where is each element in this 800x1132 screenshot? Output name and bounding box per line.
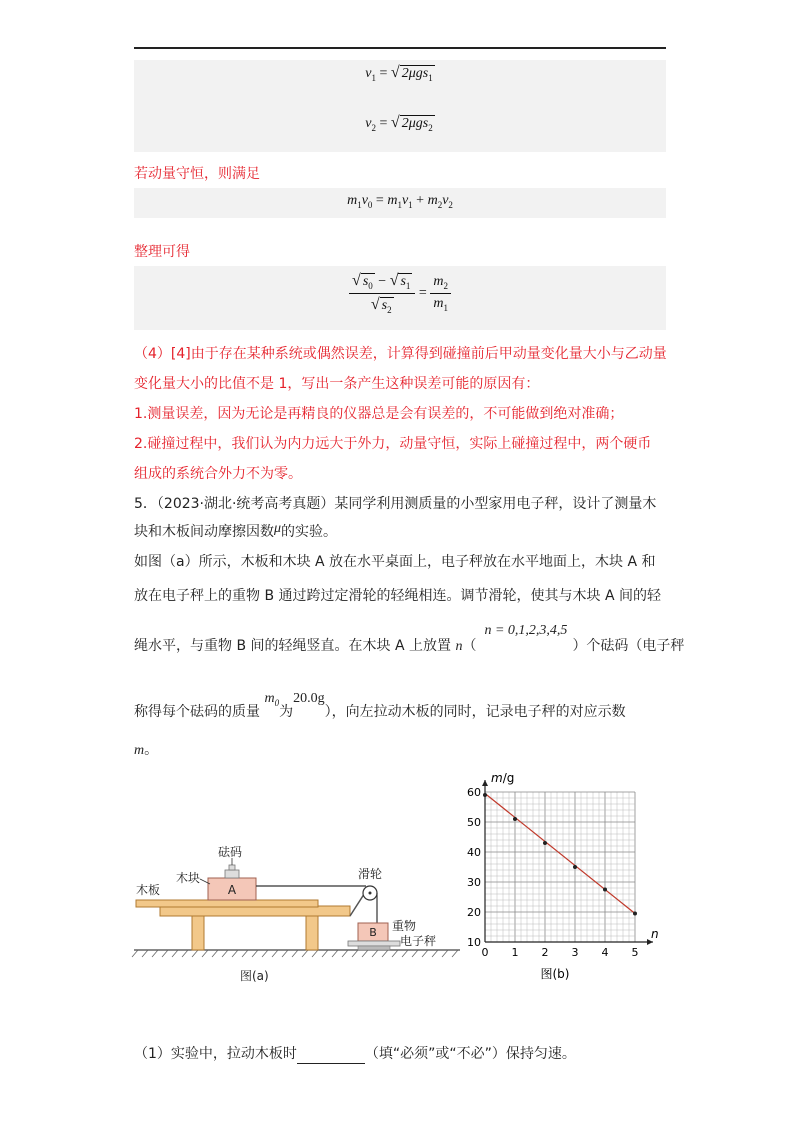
weight-stack — [225, 870, 239, 878]
x-tick-label: 1 — [511, 946, 519, 959]
y-axis-label-symbol: m — [491, 771, 503, 785]
y-tick-label: 20 — [467, 906, 481, 919]
y-axis-label — [491, 771, 514, 785]
y-tick-label: 60 — [467, 786, 481, 799]
x-tick-label: 4 — [601, 946, 609, 959]
ground-hatching — [132, 950, 458, 957]
question5-line2: 块和木板间动摩擦因数μ的实验。 — [134, 521, 338, 540]
x-tick-label: 2 — [541, 946, 549, 959]
equation-ratio: $\frac{√ s_0 - √ s_1}{√ s_2}$ = $\frac{m_2}{m_1}$ — [134, 272, 666, 315]
label-weights: 砝码 — [218, 845, 243, 859]
figure-a-caption: 图(a) — [240, 969, 269, 983]
ratio-right-fraction: $\frac{m_2}{m_1}$ — [430, 274, 451, 313]
y-tick-label: 30 — [467, 876, 481, 889]
y-tick-label: 10 — [467, 936, 481, 949]
weight-knob — [229, 865, 235, 870]
pulley-axle — [369, 892, 372, 895]
chart-marks — [483, 793, 637, 916]
x-axis-label: n — [651, 927, 659, 941]
ratio-left-fraction: $\frac{√ s_0 - √ s_1}{√ s_2}$ — [349, 272, 415, 315]
chart-grid — [485, 792, 635, 942]
chart-axes — [482, 780, 653, 945]
reason-1: 1.测量误差，因为无论是再精良的仪器总是会有误差的，不可能做到绝对准确； — [134, 406, 624, 422]
equation-box-ratio — [134, 266, 666, 330]
question5-line1: 5．（2023·湖北·统考高考真题）某同学利用测质量的小型家用电子秤，设计了测量木 — [134, 496, 657, 512]
arrange-text: 整理可得 — [134, 244, 190, 260]
label-board: 木板 — [136, 883, 161, 897]
data-point — [633, 912, 637, 916]
x-tick-label: 3 — [571, 946, 579, 959]
equation-v2: $v_2$ = √ 2μgs$_2$ — [365, 114, 433, 133]
figure-a-apparatus — [130, 830, 470, 990]
block-b-letter: B — [369, 926, 377, 939]
part4-line1: （4）[4]由于存在某种系统或偶然误差，计算得到碰撞前后甲动量变化量大小与乙动量 — [134, 346, 667, 362]
question5-line6: 称得每个砝码的质量 $m_0$为20.0g），向左拉动木板的同时，记录电子秤的对应示数 — [134, 691, 626, 720]
equation-box-velocities — [134, 60, 666, 152]
question1: （1）实验中，拉动木板时 （填“必须”或“不必”）保持匀速。 — [134, 1046, 576, 1062]
figure-b-chart — [455, 770, 675, 990]
question5-line5: 绳水平，与重物 B 间的轻绳竖直。在木块 A 上放置 n（n = 0,1,2,3,4,5）个砝码（电子秤 — [134, 623, 685, 654]
electronic-scale — [348, 941, 400, 946]
label-heavy: 重物 — [392, 919, 417, 933]
y-axis-arrow — [482, 780, 488, 786]
conserve-text: 若动量守恒，则满足 — [134, 166, 260, 182]
reason-2-line2: 组成的系统合外力不为零。 — [134, 466, 302, 482]
data-point — [573, 865, 577, 869]
label-scale: 电子秤 — [400, 934, 437, 948]
data-point — [483, 793, 487, 797]
chart-ticks — [467, 786, 639, 959]
equation-momentum: $m_1v_0 = m_1v_1 + m_2v_2$ — [347, 193, 453, 210]
part4-line2: 变化量大小的比值不是 1，写出一条产生这种误差可能的原因有： — [134, 376, 540, 392]
table-leg-right — [306, 916, 318, 950]
data-point — [543, 841, 547, 845]
question5-line7: m。 — [134, 742, 159, 758]
fit-line — [485, 794, 635, 914]
data-point — [513, 817, 517, 821]
figure-b-caption: 图(b) — [540, 967, 570, 981]
x-tick-label: 5 — [631, 946, 639, 959]
question5-line3: 如图（a）所示，木板和木块 A 放在水平桌面上，电子秤放在水平地面上，木块 A 和 — [134, 554, 656, 570]
electronic-scale-base — [358, 946, 390, 950]
wooden-board — [136, 900, 318, 907]
equation-v1: $v_1$ = √ 2μgs$_1$ — [365, 64, 433, 83]
reason-2-line1: 2.碰撞过程中，我们认为内力远大于外力，动量守恒，实际上碰撞过程中，两个硬币 — [134, 436, 652, 452]
y-tick-label: 50 — [467, 816, 481, 829]
y-axis-label-unit: /g — [502, 771, 515, 785]
x-tick-label: 0 — [481, 946, 489, 959]
question5-line4: 放在电子秤上的重物 B 通过跨过定滑轮的轻绳相连。调节滑轮，使其与木块 A 间的轻 — [134, 588, 661, 604]
block-a-letter: A — [227, 883, 237, 897]
label-block: 木块 — [176, 871, 201, 885]
header-rule — [134, 47, 666, 49]
equation-box-momentum — [134, 188, 666, 218]
label-pulley: 滑轮 — [358, 867, 383, 881]
table-leg-left — [192, 916, 204, 950]
data-point — [603, 888, 607, 892]
y-tick-label: 40 — [467, 846, 481, 859]
answer-blank[interactable] — [297, 1049, 365, 1064]
